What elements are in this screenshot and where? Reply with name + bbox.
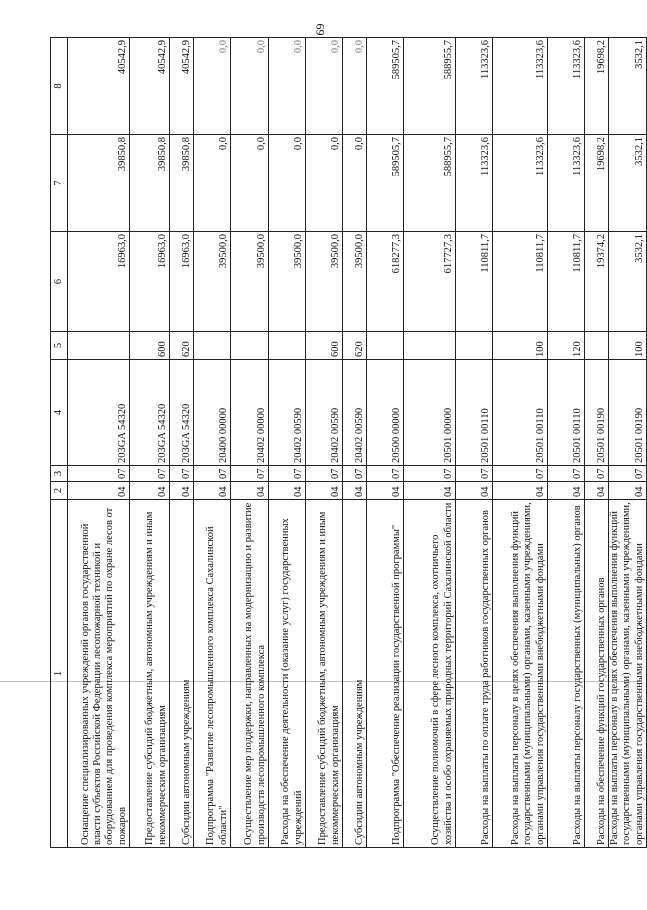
section-code: 04 [194, 482, 231, 500]
subsection-code: 07 [170, 466, 194, 482]
subsection-code: 07 [548, 466, 585, 482]
expense-type-code: 120 [548, 332, 585, 360]
column-header-5: 5 [51, 332, 68, 360]
row-name: Субсидии автономным учреждениям [343, 500, 367, 848]
target-article-code: 203GA 54320 [130, 360, 170, 466]
expense-type-code: 620 [343, 332, 367, 360]
table-row [548, 38, 585, 848]
subsection-code: 07 [194, 466, 231, 482]
amount-col-8: 113323,6 [493, 38, 548, 135]
amount-col-8: 588955,7 [404, 38, 456, 135]
table-row [68, 38, 130, 848]
expense-type-code [367, 332, 404, 360]
amount-col-7: 0,0 [231, 135, 269, 232]
table-row [404, 38, 456, 848]
amount-col-8: 0,0 [343, 38, 367, 135]
row-name: Оснащение специализированных учреждений органов государственной власти субъектов Российской Федерации лесопожарной техникой и оборудованием для проведения комплекса мероприятий по охране лесов от пожаров [68, 500, 130, 848]
expense-type-code [585, 332, 609, 360]
section-code: 04 [404, 482, 456, 500]
column-header-6: 6 [51, 232, 68, 332]
amount-col-6: 39500,0 [269, 232, 306, 332]
target-article-code: 20501 00110 [548, 360, 585, 466]
table-row [343, 38, 367, 848]
amount-col-8: 0,0 [231, 38, 269, 135]
section-code: 04 [493, 482, 548, 500]
amount-col-7: 589505,7 [367, 135, 404, 232]
column-header-3: 3 [51, 466, 68, 482]
amount-col-7: 113323,6 [548, 135, 585, 232]
amount-col-8: 40542,9 [130, 38, 170, 135]
target-article-code: 20402 00000 [231, 360, 269, 466]
amount-col-7: 0,0 [343, 135, 367, 232]
row-name: Расходы на обеспечение деятельности (оказание услуг) государственных учреждений [269, 500, 306, 848]
subsection-code: 07 [231, 466, 269, 482]
target-article-code: 20402 00590 [343, 360, 367, 466]
row-name: Расходы на выплаты персоналу государственных (муниципальных) органов [548, 500, 585, 848]
page-number: 69 [313, 23, 328, 36]
section-code: 04 [585, 482, 609, 500]
budget-table [50, 37, 647, 848]
row-name: Предоставление субсидий бюджетным, автономным учреждениям и иным некоммерческим организациям [130, 500, 170, 848]
amount-col-7: 0,0 [306, 135, 343, 232]
target-article-code: 20400 00000 [194, 360, 231, 466]
expense-type-code: 620 [170, 332, 194, 360]
amount-col-6: 19374,2 [585, 232, 609, 332]
amount-col-8: 589505,7 [367, 38, 404, 135]
amount-col-6: 16963,0 [170, 232, 194, 332]
amount-col-6: 618277,3 [367, 232, 404, 332]
amount-col-7: 19698,2 [585, 135, 609, 232]
rotated-page [50, 38, 645, 848]
amount-col-6: 39500,0 [231, 232, 269, 332]
target-article-code: 20501 00110 [493, 360, 548, 466]
amount-col-6: 16963,0 [130, 232, 170, 332]
row-name: Расходы на выплаты персоналу в целях обеспечения выполнения функций государственными (муниципальными) органами, казенными учреждениями, органами управления государственными внебюджетными фондами [609, 500, 647, 848]
subsection-code: 07 [404, 466, 456, 482]
amount-col-6: 39500,0 [343, 232, 367, 332]
target-article-code: 203GA 54320 [170, 360, 194, 466]
amount-col-7: 0,0 [269, 135, 306, 232]
table-row [609, 38, 647, 848]
table-header-row [51, 38, 68, 848]
row-name: Расходы на выплаты по оплате труда работников государственных органов [456, 500, 493, 848]
subsection-code: 07 [343, 466, 367, 482]
expense-type-code: 100 [493, 332, 548, 360]
amount-col-7: 3532,1 [609, 135, 647, 232]
column-header-2: 2 [51, 482, 68, 500]
amount-col-7: 113323,6 [456, 135, 493, 232]
amount-col-8: 40542,9 [68, 38, 130, 135]
amount-col-8: 0,0 [194, 38, 231, 135]
subsection-code: 07 [456, 466, 493, 482]
table-row [269, 38, 306, 848]
row-name: Подпрограмма "Обеспечение реализации государственной программы" [367, 500, 404, 848]
amount-col-6: 39500,0 [194, 232, 231, 332]
row-name: Субсидии автономным учреждениям [170, 500, 194, 848]
row-name: Предоставление субсидий бюджетным, автономным учреждениям и иным некоммерческим организациям [306, 500, 343, 848]
subsection-code: 07 [269, 466, 306, 482]
target-article-code: 203GA 54320 [68, 360, 130, 466]
amount-col-8: 19698,2 [585, 38, 609, 135]
expense-type-code [269, 332, 306, 360]
amount-col-7: 39850,8 [170, 135, 194, 232]
table-row [130, 38, 170, 848]
section-code: 04 [609, 482, 647, 500]
subsection-code: 07 [130, 466, 170, 482]
amount-col-6: 3532,1 [609, 232, 647, 332]
table-row [306, 38, 343, 848]
amount-col-8: 113323,6 [456, 38, 493, 135]
amount-col-6: 617727,3 [404, 232, 456, 332]
amount-col-7: 0,0 [194, 135, 231, 232]
expense-type-code: 600 [306, 332, 343, 360]
section-code: 04 [456, 482, 493, 500]
section-code: 04 [306, 482, 343, 500]
section-code: 04 [231, 482, 269, 500]
row-name: Подпрограмма "Развитие лесопромышленного комплекса Сахалинской области" [194, 500, 231, 848]
expense-type-code [404, 332, 456, 360]
amount-col-8: 3532,1 [609, 38, 647, 135]
subsection-code: 07 [367, 466, 404, 482]
column-header-1: 1 [51, 500, 68, 848]
expense-type-code [194, 332, 231, 360]
row-name: Расходы на обеспечение функций государственных органов [585, 500, 609, 848]
amount-col-6: 39500,0 [306, 232, 343, 332]
row-name: Расходы на выплаты персоналу в целях обеспечения выполнения функций государственными (муниципальными) органами, казенными учреждениями, органами управления государственными внебюджетными фондами [493, 500, 548, 848]
table-row [585, 38, 609, 848]
amount-col-6: 110811,7 [548, 232, 585, 332]
column-header-4: 4 [51, 360, 68, 466]
section-code: 04 [548, 482, 585, 500]
column-header-8: 8 [51, 38, 68, 135]
amount-col-8: 0,0 [269, 38, 306, 135]
table-row [231, 38, 269, 848]
amount-col-8: 40542,9 [170, 38, 194, 135]
table-row [194, 38, 231, 848]
amount-col-6: 110811,7 [493, 232, 548, 332]
table-row [493, 38, 548, 848]
amount-col-7: 113323,6 [493, 135, 548, 232]
target-article-code: 20501 00190 [609, 360, 647, 466]
expense-type-code [68, 332, 130, 360]
amount-col-8: 0,0 [306, 38, 343, 135]
section-code: 04 [367, 482, 404, 500]
subsection-code: 07 [493, 466, 548, 482]
table-row [170, 38, 194, 848]
expense-type-code [456, 332, 493, 360]
target-article-code: 20402 00590 [269, 360, 306, 466]
amount-col-7: 588955,7 [404, 135, 456, 232]
subsection-code: 07 [68, 466, 130, 482]
amount-col-8: 113323,6 [548, 38, 585, 135]
target-article-code: 20501 00190 [585, 360, 609, 466]
expense-type-code: 600 [130, 332, 170, 360]
section-code: 04 [130, 482, 170, 500]
expense-type-code [231, 332, 269, 360]
row-name: Осуществление полномочий в сфере лесного комплекса, охотничьего хозяйства и особо охраняемых природных территорий Сахалинской области [404, 500, 456, 848]
amount-col-6: 110811,7 [456, 232, 493, 332]
amount-col-7: 39850,8 [68, 135, 130, 232]
target-article-code: 20500 00000 [367, 360, 404, 466]
subsection-code: 07 [609, 466, 647, 482]
table-row [367, 38, 404, 848]
section-code: 04 [170, 482, 194, 500]
row-name: Осуществление мер поддержки, направленных на модернизацию и развитие производств лесопромышленного комплекса [231, 500, 269, 848]
section-code: 04 [68, 482, 130, 500]
section-code: 04 [269, 482, 306, 500]
section-code: 04 [343, 482, 367, 500]
target-article-code: 20402 00590 [306, 360, 343, 466]
subsection-code: 07 [585, 466, 609, 482]
target-article-code: 20501 00000 [404, 360, 456, 466]
amount-col-6: 16963,0 [68, 232, 130, 332]
subsection-code: 07 [306, 466, 343, 482]
column-header-7: 7 [51, 135, 68, 232]
amount-col-7: 39850,8 [130, 135, 170, 232]
table-row [456, 38, 493, 848]
target-article-code: 20501 00110 [456, 360, 493, 466]
expense-type-code: 100 [609, 332, 647, 360]
